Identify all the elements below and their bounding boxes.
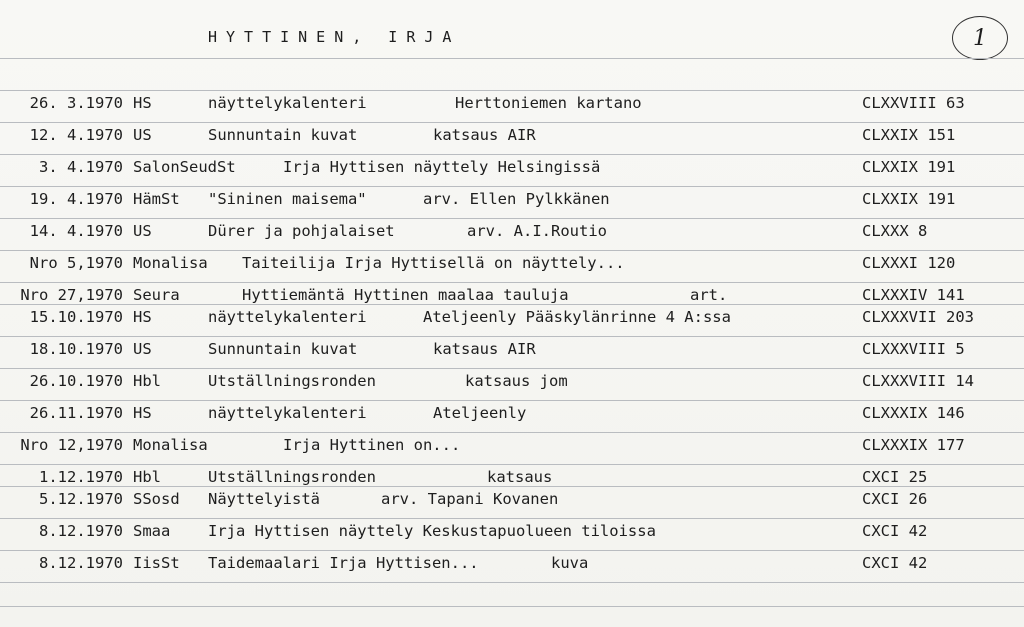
- entry-ref: CXCI 42: [862, 522, 928, 540]
- entry-row: [0, 156, 1024, 180]
- ruled-line: [0, 400, 1024, 401]
- entry-row: [0, 124, 1024, 148]
- entry-row: [0, 434, 1024, 458]
- ruled-line: [0, 58, 1024, 59]
- entry-title: Hyttiemäntä Hyttinen maalaa tauluja: [242, 286, 569, 304]
- entry-row: [0, 284, 1024, 308]
- entry-note: katsaus AIR: [433, 340, 536, 358]
- ruled-line: [0, 550, 1024, 551]
- entry-ref: CLXXIX 191: [862, 158, 956, 176]
- entry-row: [0, 552, 1024, 576]
- entry-note: art.: [690, 286, 728, 304]
- entry-source: Monalisa: [133, 254, 208, 272]
- entry-source: SalonSeudSt: [133, 158, 236, 176]
- ruled-line: [0, 518, 1024, 519]
- entry-date: 26. 3.1970: [29, 94, 123, 112]
- ruled-line: [0, 582, 1024, 583]
- entry-row: [0, 402, 1024, 426]
- entry-title: Taidemaalari Irja Hyttisen...: [208, 554, 479, 572]
- ruled-line: [0, 218, 1024, 219]
- entry-ref: CXCI 25: [862, 468, 928, 486]
- entry-ref: CXCI 26: [862, 490, 928, 508]
- entry-title: Sunnuntain kuvat: [208, 340, 358, 358]
- entry-source: US: [133, 340, 152, 358]
- entry-date: Nro 5,1970: [29, 254, 123, 272]
- entry-row: [0, 338, 1024, 362]
- ruled-line: [0, 336, 1024, 337]
- entry-note: Herttoniemen kartano: [455, 94, 642, 112]
- entry-date: 26.10.1970: [29, 372, 123, 390]
- entry-source: Seura: [133, 286, 180, 304]
- entry-source: IisSt: [133, 554, 180, 572]
- entry-note: katsaus AIR: [433, 126, 536, 144]
- ruled-line: [0, 282, 1024, 283]
- entry-date: 1.12.1970: [39, 468, 123, 486]
- entry-ref: CLXXXIX 146: [862, 404, 965, 422]
- entry-ref: CLXXVIII 63: [862, 94, 965, 112]
- entry-date: 5.12.1970: [39, 490, 123, 508]
- entry-note: arv. Tapani Kovanen: [381, 490, 559, 508]
- entry-ref: CLXXXVII 203: [862, 308, 974, 326]
- entry-row: [0, 488, 1024, 512]
- entry-ref: CLXXXIX 177: [862, 436, 965, 454]
- entry-note: Ateljeenly: [433, 404, 527, 422]
- entry-row: [0, 306, 1024, 330]
- entry-ref: CLXXIX 191: [862, 190, 956, 208]
- entry-source: Hbl: [133, 372, 161, 390]
- entry-row: [0, 520, 1024, 544]
- entry-date: 18.10.1970: [29, 340, 123, 358]
- entry-note: arv. A.I.Routio: [467, 222, 607, 240]
- entry-source: HämSt: [133, 190, 180, 208]
- entry-title: Sunnuntain kuvat: [208, 126, 358, 144]
- entry-title: näyttelykalenteri: [208, 308, 367, 326]
- entry-source: US: [133, 222, 152, 240]
- ruled-line: [0, 122, 1024, 123]
- entry-source: Monalisa: [133, 436, 208, 454]
- ruled-line: [0, 250, 1024, 251]
- entry-source: Hbl: [133, 468, 161, 486]
- entry-ref: CXCI 42: [862, 554, 928, 572]
- card-number-circle: [952, 16, 1008, 60]
- entry-title: Irja Hyttisen näyttely Helsingissä: [283, 158, 601, 176]
- card-number: 1: [973, 25, 987, 51]
- card-header-name: HYTTINEN, IRJA: [208, 28, 461, 46]
- entry-title: Irja Hyttinen on...: [283, 436, 461, 454]
- entry-note: katsaus jom: [465, 372, 568, 390]
- entry-date: 14. 4.1970: [29, 222, 123, 240]
- entry-title: Utställningsronden: [208, 372, 376, 390]
- ruled-line: [0, 186, 1024, 187]
- entry-row: [0, 188, 1024, 212]
- entry-row: [0, 220, 1024, 244]
- ruled-line: [0, 368, 1024, 369]
- entry-date: 12. 4.1970: [29, 126, 123, 144]
- ruled-line: [0, 464, 1024, 465]
- entry-note: katsaus: [487, 468, 553, 486]
- entry-source: Smaa: [133, 522, 171, 540]
- entry-title: näyttelykalenteri: [208, 94, 367, 112]
- entry-row: [0, 370, 1024, 394]
- entry-title: Taiteilija Irja Hyttisellä on näyttely...: [242, 254, 625, 272]
- entry-row: [0, 466, 1024, 490]
- entry-title: näyttelykalenteri: [208, 404, 367, 422]
- entry-row: [0, 252, 1024, 276]
- entry-source: HS: [133, 404, 152, 422]
- entry-title: Utställningsronden: [208, 468, 376, 486]
- entry-date: 19. 4.1970: [29, 190, 123, 208]
- entry-note: kuva: [551, 554, 589, 572]
- entry-date: 15.10.1970: [29, 308, 123, 326]
- entry-date: 26.11.1970: [29, 404, 123, 422]
- entry-ref: CLXXIX 151: [862, 126, 956, 144]
- entry-title: Irja Hyttisen näyttely Keskustapuolueen tiloissa: [208, 522, 656, 540]
- entry-date: Nro 12,1970: [20, 436, 123, 454]
- entry-title: "Sininen maisema": [208, 190, 367, 208]
- entry-note: Ateljeenly Pääskylänrinne 4 A:ssa: [423, 308, 731, 326]
- entry-date: Nro 27,1970: [20, 286, 123, 304]
- entry-title: Dürer ja pohjalaiset: [208, 222, 395, 240]
- entry-date: 3. 4.1970: [39, 158, 123, 176]
- ruled-line: [0, 432, 1024, 433]
- entry-ref: CLXXXI 120: [862, 254, 956, 272]
- entry-date: 8.12.1970: [39, 522, 123, 540]
- ruled-line: [0, 606, 1024, 607]
- entry-ref: CLXXXVIII 5: [862, 340, 965, 358]
- entry-ref: CLXXX 8: [862, 222, 928, 240]
- entry-source: HS: [133, 308, 152, 326]
- entry-source: SSosd: [133, 490, 180, 508]
- entry-ref: CLXXXIV 141: [862, 286, 965, 304]
- ruled-line: [0, 90, 1024, 91]
- entry-source: US: [133, 126, 152, 144]
- entry-source: HS: [133, 94, 152, 112]
- entry-ref: CLXXXVIII 14: [862, 372, 974, 390]
- entry-title: Näyttelyistä: [208, 490, 320, 508]
- entry-row: [0, 92, 1024, 116]
- ruled-line: [0, 154, 1024, 155]
- entry-note: arv. Ellen Pylkkänen: [423, 190, 610, 208]
- entry-date: 8.12.1970: [39, 554, 123, 572]
